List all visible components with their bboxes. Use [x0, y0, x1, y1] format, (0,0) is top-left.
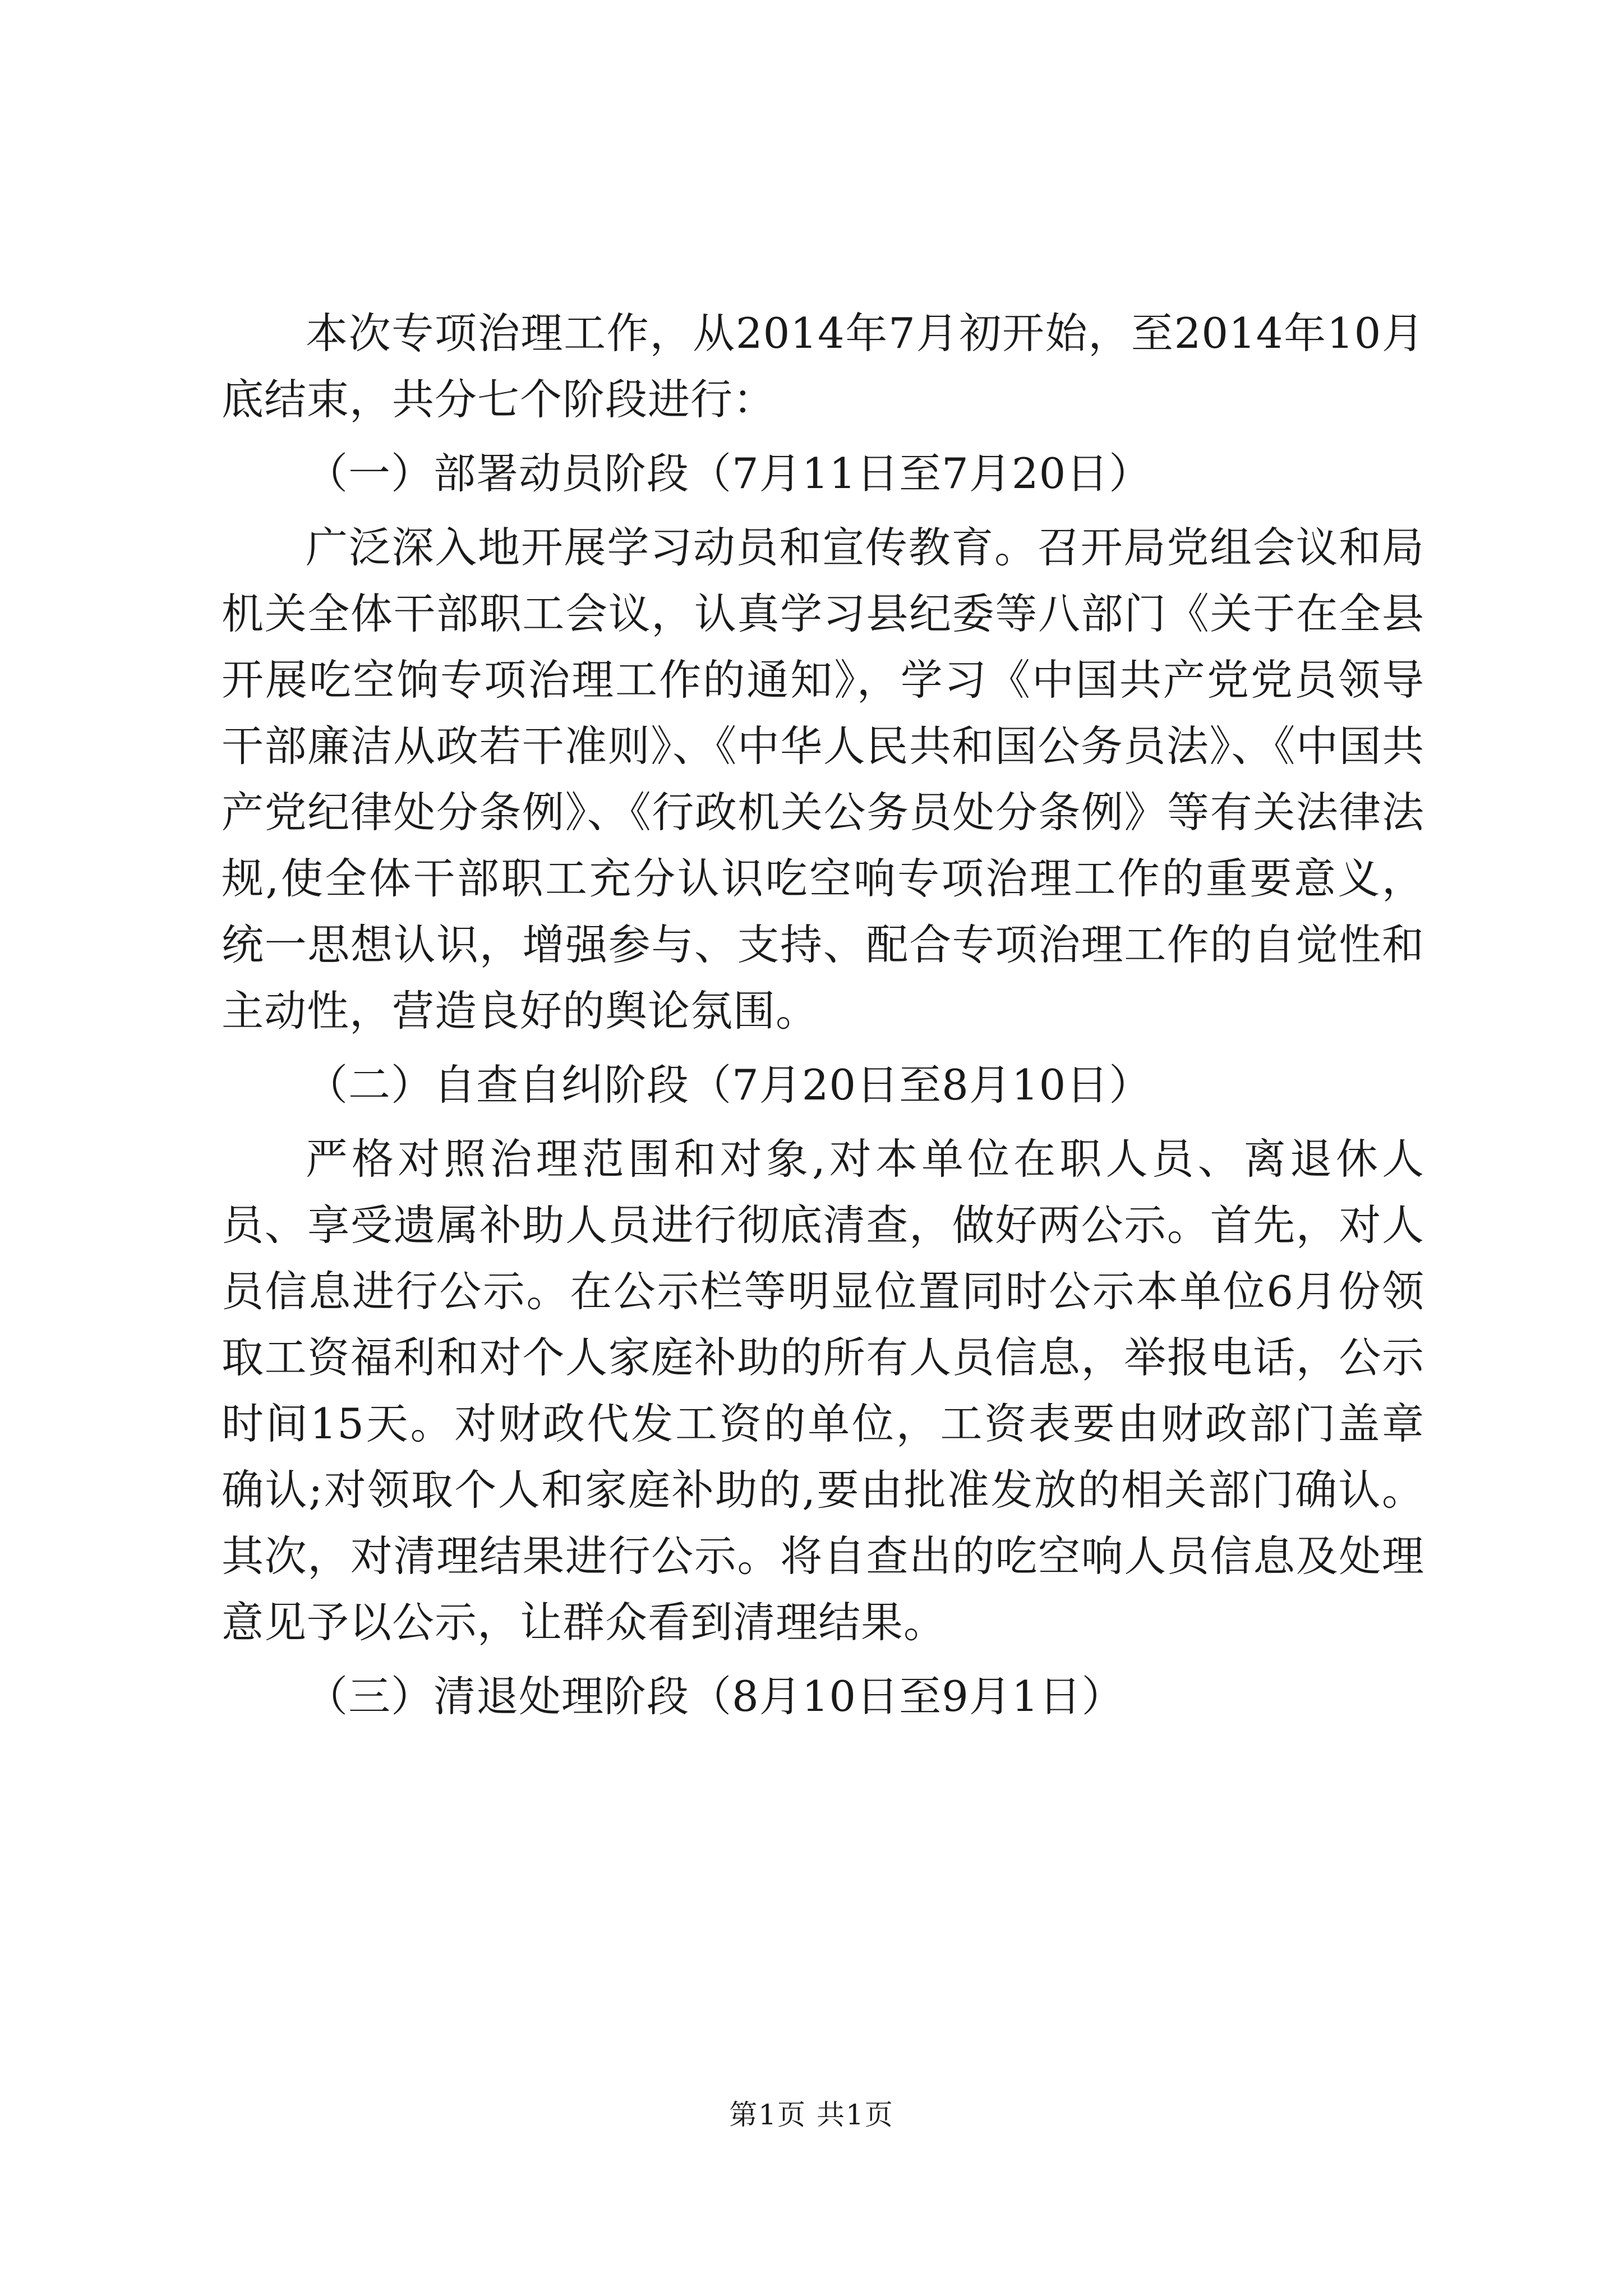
section-body-2: 严格对照治理范围和对象,对本单位在职人员、离退休人员、享受遗属补助人员进行彻底清查，做好两公示。首先，对人员信息进行公示。在公示栏等明显位置同时公示本单位6月份领取工资福利和对个人家庭补助的所有人员信息，举报电话，公示时间15天。对财政代发工资的单位，工资表要由财政部门盖章确认;对领取个人和家庭补助的,要由批准发放的相关部门确认。其次，对清理结果进行公示。将自查出的吃空响人员信息及处理意见予以公示，让群众看到清理结果。 — [222, 1134, 1424, 1647]
section-heading-2: （二）自查自纠阶段（7月20日至8月10日） — [306, 1060, 1152, 1110]
section-body-1: 广泛深入地开展学习动员和宣传教育。召开局党组会议和局机关全体干部职工会议，认真学习县纪委等八部门《关于在全县开展吃空饷专项治理工作的通知》，学习《中国共产党党员领导干部廉洁从政若干准则》、《中华人民共和国公务员法》、《中国共产党纪律处分条例》、《行政机关公务员处分条例》等有关法律法规,使全体干部职工充分认识吃空响专项治理工作的重要意义，统一思想认识，增强参与、支持、配合专项治理工作的自觉性和主动性，营造良好的舆论氛围。 — [222, 523, 1424, 1036]
document-body — [222, 300, 1424, 1729]
section-heading-1: （一）部署动员阶段（7月11日至7月20日） — [306, 449, 1152, 498]
intro-paragraph: 本次专项治理工作，从2014年7月初开始，至2014年10月底结束，共分七个阶段进行： — [222, 309, 1424, 424]
section-heading-3: （三）清退处理阶段（8月10日至9月1日） — [306, 1672, 1124, 1721]
page-footer: 第1页 共1页 — [729, 2099, 894, 2131]
